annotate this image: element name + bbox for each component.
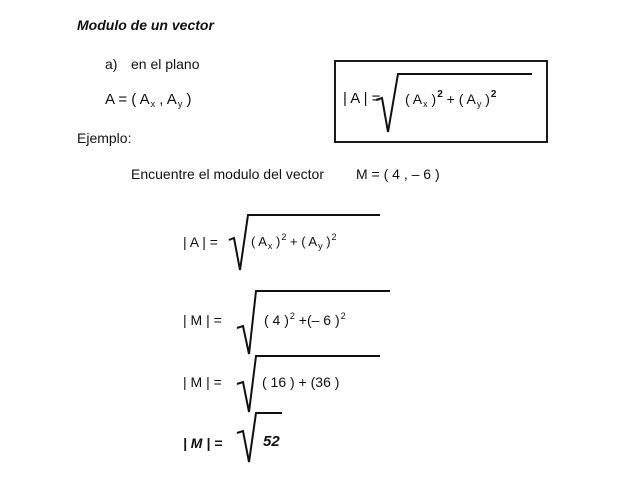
vector-separator: , A: [155, 91, 177, 108]
vector-close: ): [182, 91, 192, 108]
term-open-y: + ( A: [442, 91, 476, 107]
example-given-vector: M = ( 4 , – 6 ): [356, 166, 440, 182]
term-four: ( 4 ): [264, 312, 289, 328]
term-open-x: ( A: [251, 234, 267, 249]
case-description: en el plano: [131, 56, 200, 72]
exponent-y: 2: [331, 232, 337, 242]
term-close-x: ): [272, 234, 281, 249]
case-label: a): [105, 56, 118, 72]
vector-lhs: A = ( A: [105, 91, 150, 108]
example-prompt: Encuentre el modulo del vector: [131, 166, 324, 182]
exponent-minus-six: 2: [340, 311, 346, 321]
step3-radicand: ( 16 ) + (36 ): [262, 374, 340, 390]
subscript-y: y: [476, 99, 482, 109]
formula-box-lhs: | A | =: [343, 90, 381, 107]
step2-lhs: | M | =: [183, 312, 222, 328]
step3-lhs: | M | =: [183, 374, 222, 390]
step2-radicand: [264, 312, 346, 328]
step1-radicand: [251, 234, 337, 249]
subscript-x: x: [423, 99, 428, 109]
term-close-y: ): [322, 234, 331, 249]
subscript-y: y: [318, 241, 323, 251]
step4-lhs: | M | =: [183, 435, 223, 451]
exponent-x: 2: [281, 232, 287, 242]
exponent-x: 2: [437, 89, 443, 100]
subscript-y: y: [177, 99, 183, 109]
term-open-x: ( A: [405, 91, 423, 107]
exponent-y: 2: [490, 89, 497, 100]
term-open-y: + ( A: [286, 234, 318, 249]
term-close-x: ): [427, 91, 437, 107]
term-close-y: ): [481, 91, 490, 107]
exponent-four: 2: [289, 311, 295, 321]
subscript-x: x: [150, 99, 156, 109]
example-label: Ejemplo:: [77, 130, 132, 146]
result-value: 52: [263, 433, 280, 450]
term-minus-six: +(– 6 ): [294, 312, 340, 328]
subscript-x: x: [267, 241, 273, 251]
step1-lhs: | A | =: [183, 234, 218, 250]
section-heading: Modulo de un vector: [77, 17, 214, 33]
